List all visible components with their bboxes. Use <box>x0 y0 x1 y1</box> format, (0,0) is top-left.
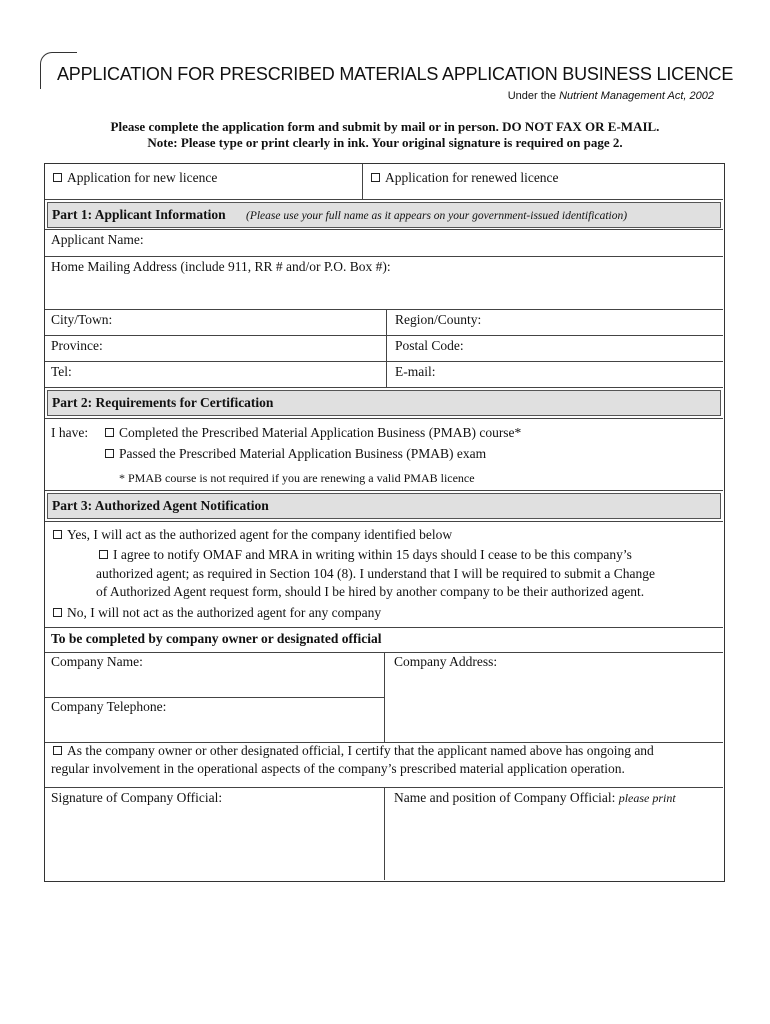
pmab-footnote: * PMAB course is not required if you are renewing a valid PMAB licence <box>119 471 475 485</box>
application-form <box>44 163 725 882</box>
tel-field[interactable]: Tel: <box>51 364 72 379</box>
home-address-field[interactable]: Home Mailing Address (include 911, RR # and/or P.O. Box #): <box>51 259 391 274</box>
postal-code-field[interactable]: Postal Code: <box>395 338 464 353</box>
agree-text-line-3: of Authorized Agent request form, should I be hired by another company to be their authorized agent. <box>96 584 645 599</box>
checkbox-icon <box>99 550 108 559</box>
province-field[interactable]: Province: <box>51 338 103 353</box>
checkbox-icon <box>53 608 62 617</box>
company-section-heading: To be completed by company owner or designated official <box>51 631 382 646</box>
region-field[interactable]: Region/County: <box>395 312 482 327</box>
official-name-field[interactable]: Name and position of Company Official: please print <box>394 790 676 805</box>
checkbox-new-licence[interactable]: Application for new licence <box>53 170 217 186</box>
checkbox-icon <box>53 173 62 182</box>
checkbox-agent-yes[interactable]: Yes, I will act as the authorized agent for the company identified below <box>53 527 452 543</box>
company-name-field[interactable]: Company Name: <box>51 654 143 669</box>
checkbox-icon <box>105 449 114 458</box>
checkbox-agent-agree[interactable]: I agree to notify OMAF and MRA in writing within 15 days should I cease to be this company’s <box>99 547 632 563</box>
signature-field[interactable]: Signature of Company Official: <box>51 790 223 805</box>
city-field[interactable]: City/Town: <box>51 312 113 327</box>
checkbox-icon <box>53 530 62 539</box>
company-address-field[interactable]: Company Address: <box>394 654 498 669</box>
checkbox-icon <box>53 746 62 755</box>
applicant-name-field[interactable]: Applicant Name: <box>51 232 144 247</box>
part1-header: Part 1: Applicant Information (Please use your full name as it appears on your government-issued identification) <box>47 202 721 228</box>
part3-header: Part 3: Authorized Agent Notification <box>47 493 721 519</box>
i-have-label: I have: <box>51 425 89 440</box>
agree-text-line-2: authorized agent; as required in Section 104 (8). I understand that I will be required to submit a Change <box>96 566 655 581</box>
email-field[interactable]: E-mail: <box>395 364 436 379</box>
certify-text-line-2: regular involvement in the operational aspects of the company’s prescribed material application operation. <box>51 761 625 776</box>
form-title: APPLICATION FOR PRESCRIBED MATERIALS APPLICATION BUSINESS LICENCE <box>57 64 734 84</box>
checkbox-icon <box>371 173 380 182</box>
part2-header: Part 2: Requirements for Certification <box>47 390 721 416</box>
checkbox-renewed-licence[interactable]: Application for renewed licence <box>371 170 559 186</box>
instruction-line-1: Please complete the application form and submit by mail or in person. DO NOT FAX OR E-MAIL. <box>110 119 660 134</box>
form-subtitle: Under the Nutrient Management Act, 2002 <box>507 90 714 102</box>
checkbox-agent-no[interactable]: No, I will not act as the authorized agent for any company <box>53 605 381 621</box>
checkbox-pmab-exam[interactable]: Passed the Prescribed Material Application Business (PMAB) exam <box>105 446 486 462</box>
checkbox-pmab-course[interactable]: Completed the Prescribed Material Application Business (PMAB) course* <box>105 425 521 441</box>
company-telephone-field[interactable]: Company Telephone: <box>51 699 167 714</box>
instruction-line-2: Note: Please type or print clearly in ink. Your original signature is required on page 2. <box>147 135 623 150</box>
checkbox-icon <box>105 428 114 437</box>
checkbox-certify[interactable]: As the company owner or other designated official, I certify that the applicant named above has ongoing and <box>53 743 654 759</box>
